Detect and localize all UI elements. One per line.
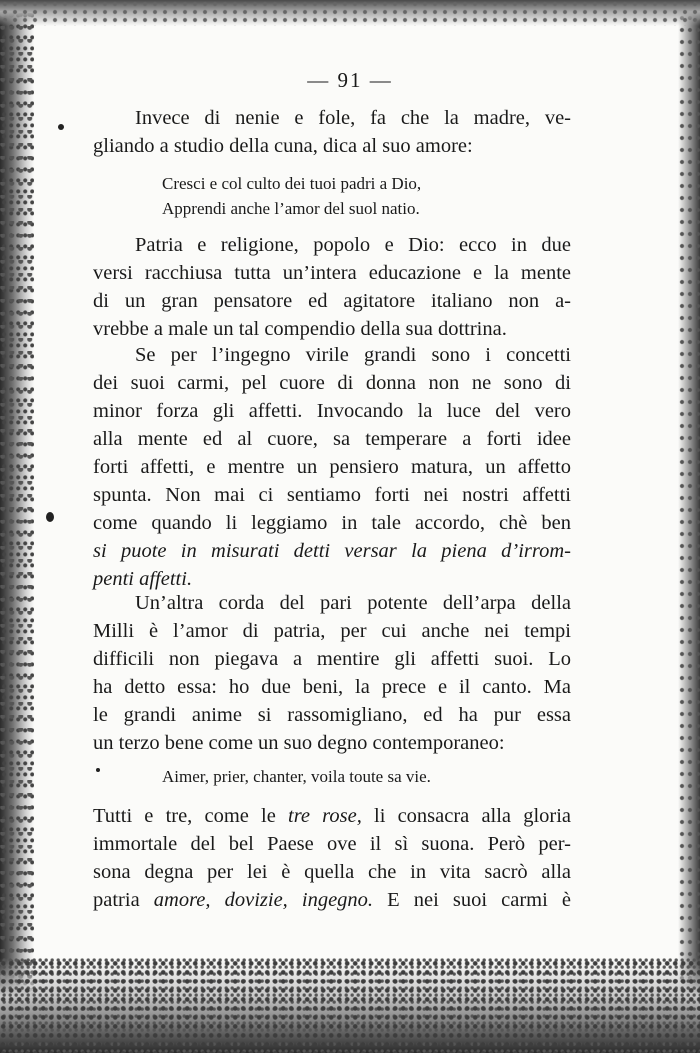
- text-line: gliando a studio della cuna, dica al suo amore:: [93, 135, 473, 157]
- text-line: [93, 802, 571, 830]
- text-line: forti affetti, e mentre un pensiero matura, un affetto: [93, 456, 571, 478]
- text-line: Patria e religione, popolo e Dio: ecco in due: [135, 234, 571, 256]
- italic-run: amore, dovizie, ingegno.: [153, 889, 374, 911]
- text-line: [93, 886, 571, 914]
- italic-line: si puote in misurati detti versar la piena d’irrom-: [93, 540, 571, 562]
- text-line: alla mente ed al cuore, sa temperare a forti idee: [93, 428, 571, 450]
- text-line: spunta. Non mai ci sentiamo forti nei nostri affetti: [93, 484, 571, 506]
- text-run: Tutti e tre, come le: [93, 805, 288, 827]
- text-line: versi racchiusa tutta un’intera educazione e la mente: [93, 262, 571, 284]
- text-line: Un’altra corda del pari potente dell’arpa della: [135, 592, 571, 614]
- page-edge-right: [678, 0, 700, 1053]
- paragraph-4: [93, 589, 571, 757]
- page-edge-top: [0, 0, 700, 26]
- ink-speck: [96, 768, 100, 772]
- text-line: Se per l’ingegno virile grandi sono i concetti: [135, 344, 571, 366]
- text-line: Invece di nenie e fole, fa che la madre, ve-: [135, 107, 571, 129]
- ink-speck: [46, 512, 54, 522]
- page-edge-bottom: [0, 958, 700, 1053]
- paragraph-5: [93, 802, 571, 914]
- text-line: sona degna per lei è quella che in vita sacrò alla: [93, 861, 571, 883]
- text-line: dei suoi carmi, pel cuore di donna non ne sono di: [93, 372, 571, 394]
- text-run: E nei suoi carmi è: [373, 889, 572, 911]
- text-line: come quando li leggiamo in tale accordo, chè ben: [93, 512, 571, 534]
- text-line: vrebbe a male un tal compendio della sua dottrina.: [93, 318, 507, 340]
- page-edge-left: [0, 0, 34, 1053]
- text-line: immortale del bel Paese ove il sì suona. Però per-: [93, 833, 571, 855]
- text-line: Milli è l’amor di patria, per cui anche nei tempi: [93, 620, 571, 642]
- text-line: un terzo bene come un suo degno contemporaneo:: [93, 732, 505, 754]
- paragraph-2: [93, 231, 571, 343]
- italic-run: tre rose,: [288, 805, 362, 827]
- paragraph-1: [93, 104, 571, 160]
- text-line: le grandi anime si rassomigliano, ed ha pur essa: [93, 704, 571, 726]
- verse-quote-2: Aimer, prier, chanter, voila toute sa vie.: [162, 767, 431, 786]
- ink-speck: [58, 124, 64, 130]
- page-number: — 91 —: [307, 68, 393, 92]
- paragraph-3: [93, 341, 571, 593]
- text-run: li consacra alla gloria: [361, 805, 572, 827]
- verse-line: Apprendi anche l’amor del suol natio.: [162, 199, 420, 218]
- verse-line: Cresci e col culto dei tuoi padri a Dio,: [162, 174, 422, 193]
- verse-quote-1: [162, 171, 421, 221]
- italic-line: penti affetti.: [93, 568, 193, 590]
- text-run: patria: [93, 889, 154, 911]
- text-line: di un gran pensatore ed agitatore italiano non a-: [93, 290, 571, 312]
- text-line: difficili non piegava a mentire gli affetti suoi. Lo: [93, 648, 571, 670]
- text-line: ha detto essa: ho due beni, la prece e il canto. Ma: [93, 676, 571, 698]
- text-line: minor forza gli affetti. Invocando la luce del vero: [93, 400, 571, 422]
